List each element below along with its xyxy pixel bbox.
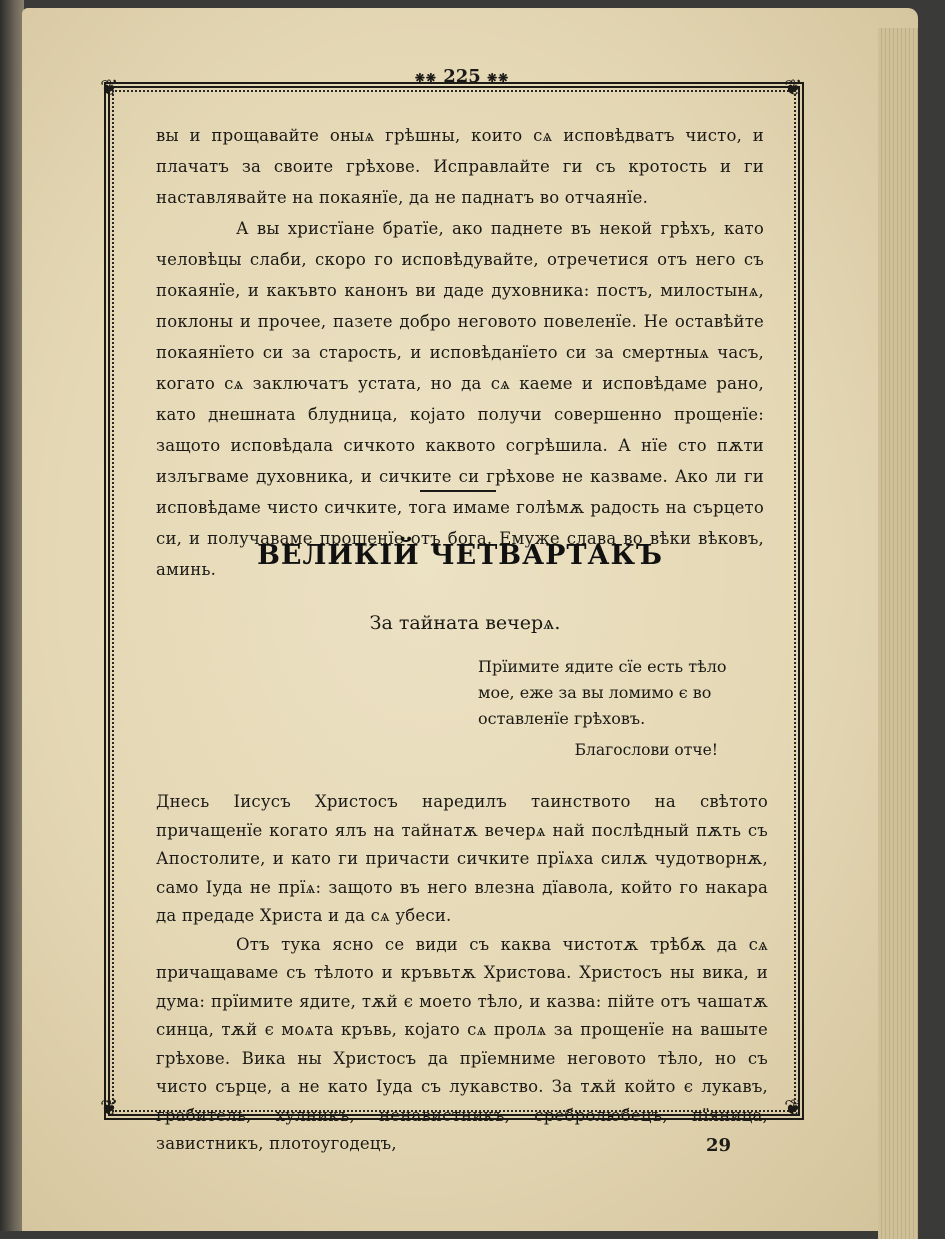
corner-ornament-icon: ❦ [784, 76, 803, 101]
signature-number: 29 [706, 1135, 732, 1156]
text-block-bottom [156, 788, 768, 1159]
ornament-left: ❋❋ [414, 71, 437, 85]
corner-ornament-icon: ❦ [100, 1096, 119, 1121]
book-binding [0, 0, 24, 1231]
ornament-right: ❋❋ [487, 71, 510, 85]
paragraph: Отъ тука ясно се види съ каква чистотѫ трѣбѫ да сѧ причащаваме съ тѣлото и кръвьтѫ Христова. Христосъ ны вика, и дума: прїимите ядите, тѫй є моето тѣло, и казва: пійте отъ чашатѫ синца, тѫй є моѧта кръвь, којато сѧ пролѧ за прощенїе на вашыте грѣхове. Вика ны Христосъ да прїемниме неговото тѣло, но съ чисто сърце, а не като Іуда съ лукавство. За тѫй който є лукавъ, грабитель, хулникъ, ненавистникъ, сребролюбецъ, пїяница, завистникъ, плотоугодецъ, [156, 934, 768, 1153]
section-title: ВЕЛИКІЙ ЧЕТВАРТАКЪ [257, 540, 663, 571]
text-block-top [156, 120, 764, 585]
section-divider [420, 490, 496, 492]
paragraph: Днесь Іисусъ Христосъ наредилъ таинството на свѣтото причащенїе когато ялъ на тайнатѫ вечерѧ най послѣдный пѫть съ Апостолите, и като ги причасти сичките прїѧха силѫ чудотворнѫ, само Іуда не прїѧ: защото въ него влезна дїавола, който го накара да предаде Христа и да сѧ убеси. [156, 792, 768, 925]
page-edges [878, 28, 918, 1239]
blessing: Благослови отче! [574, 741, 718, 759]
corner-ornament-icon: ❦ [784, 1096, 803, 1121]
paragraph: вы и прощавайте оныѧ грѣшны, които сѧ исповѣдватъ чисто, и плачатъ за своите грѣхове. Исправлайте ги съ кротость и ги наставлявайте на покаянїе, да не паднатъ во отчаянїе. [156, 126, 764, 207]
page-number: 225 [443, 66, 481, 87]
section-subtitle: За тайната вечерѧ. [369, 612, 561, 634]
corner-ornament-icon: ❦ [100, 76, 119, 101]
epigraph: Прїимите ядите сїе есть тѣло мое, еже за вы ломимо є во оставленїе грѣховъ. [478, 657, 727, 728]
paragraph: А вы христїане братїе, ако паднете въ некой грѣхъ, като человѣцы слаби, скоро го исповѣдувайте, отречетися отъ него съ покаянїе, и какъвто канонъ ви даде духовника: постъ, милостынѧ, поклоны и прочее, пазете добро неговото повеленїе. Не оставѣйте покаянїето си за старость, и исповѣданїето си за смертныѧ часъ, когато сѧ заключатъ устата, но да сѧ каеме и исповѣдаме рано, като днешната блудница, којато получи совершенно прощенїе: защото исповѣдала сичкото каквото согрѣшила. А нїе сто пѫти излъгваме духовника, и сичките си грѣхове не казваме. Ако ли ги исповѣдаме чисто сичките, тога имаме голѣмѫ радость на сърцето си, и получаваме прощенїе отъ бога. Емуже слава во вѣки вѣковъ, аминь. [156, 219, 764, 579]
